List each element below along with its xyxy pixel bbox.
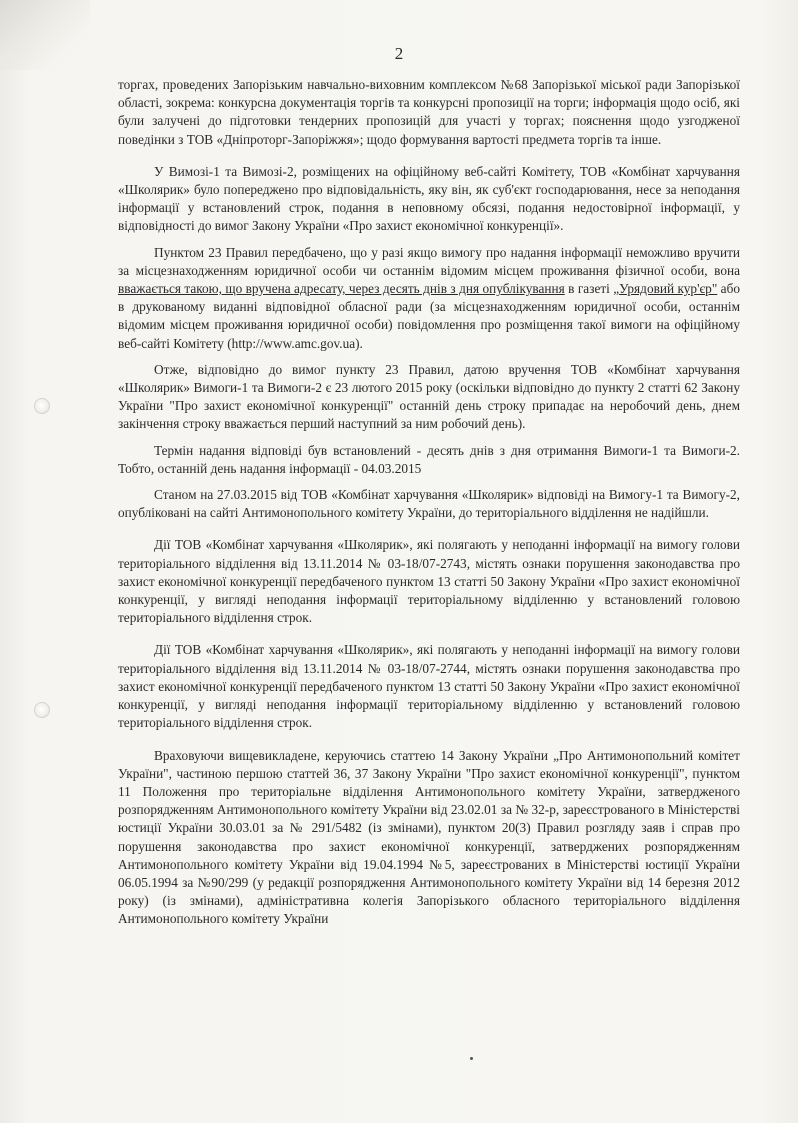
paragraph-delivery-date: Отже, відповідно до вимог пункту 23 Правил, датою вручення ТОВ «Комбінат харчування «Школярик» Вимоги-1 та Вимоги-2 є 23 лютого 2015 року (оскільки відповідно до пункту 2 статті 62 Закону України "Про захист економічної конкуренції" останній день строку припадає на неробочий день, днем закінчення строку вважається перший наступний за ним робочий день).	[118, 361, 740, 432]
paragraph-rule-23	[118, 244, 740, 353]
paragraph-violation-2743: Дії ТОВ «Комбінат харчування «Школярик», які полягають у неподанні інформації на вимогу голови територіального відділення від 13.11.2014 № 03-18/07-2743, містять ознаки порушення законодавства про захист економічної конкуренції передбаченого пунктом 13 статті 50 Закону України «Про захист економічної конкуренції, у вигляді неподання інформації територіальному відділенню у встановлений головою територіального відділення строк.	[118, 537, 740, 626]
paragraph-warning: У Вимозі-1 та Вимозі-2, розміщених на офіційному веб-сайті Комітету, ТОВ «Комбінат харчування «Школярик» було попереджено про відповідальність, яку він, як суб'єкт господарювання, несе за неподання інформації у встановлений строк, подання в неповному обсязі, подання недостовірної інформації, у відповідності до вимог Закону України «Про захист економічної конкуренції».	[118, 163, 740, 234]
rule-23-text-c: або в друкованому виданні відповідної обласної ради (за місцезнаходженням юридичної особи, останнім відомим місцем проживання юридичної особи) повідомлення про розміщення такої вимоги на офіційному веб-сайті Комітету (http://www.amc.gov.ua).	[118, 281, 740, 351]
paragraph-violation-2744: Дії ТОВ «Комбінат харчування «Школярик», які полягають у неподанні інформації на вимогу голови територіального відділення від 13.11.2014 № 03-18/07-2744, містять ознаки порушення законодавства про захист економічної конкуренції передбаченого пунктом 13 статті 50 Закону України «Про захист економічної конкуренції, у вигляді неподання інформації територіальному відділенню у встановлений головою територіального відділення строк.	[118, 642, 740, 731]
paragraph-no-response: Станом на 27.03.2015 від ТОВ «Комбінат харчування «Школярик» відповіді на Вимогу-1 та Вимогу-2, опубліковані на сайті Антимонопольного комітету України, до територіального відділення не надійшли.	[118, 487, 740, 521]
paragraph-resolution: Враховуючи вищевикладене, керуючись статтею 14 Закону України „Про Антимонопольний комітет України", частиною першою статтей 36, 37 Закону України "Про захист економічної конкуренції", пунктом 11 Положення про територіальне відділення Антимонопольного комітету України, затвердженого розпорядженням Антимонопольного комітету України від 23.02.01 за № 32-р, зареєстрованого в Міністерстві юстиції України 30.03.01 за № 291/5482 (із змінами), пунктом 20(3) Правил розгляду заяв і справ про порушення законодавства про захист економічної конкуренції, затверджених розпорядженням Антимонопольного комітету України від 19.04.1994 №5, зареєстрованих в Міністерстві юстиції України 06.05.1994 за №90/299 (у редакції розпорядження Антимонопольного комітету України від 14 березня 2012 року) (із змінами), адміністративна колегія Запорізького обласного територіального відділення Антимонопольного комітету України	[118, 747, 740, 927]
page-number: 2	[394, 44, 404, 63]
scan-speck	[470, 1057, 473, 1060]
punch-hole-upper	[34, 398, 50, 414]
rule-23-text-b: в газеті	[564, 281, 614, 297]
paragraph-deadline: Термін надання відповіді був встановлений - десять днів з дня отримання Вимоги-1 та Вимоги-2. Тобто, останній день надання інформації - 04.03.2015	[118, 442, 740, 476]
rule-23-underlined-newspaper: „Урядовий кур'єр"	[613, 281, 718, 297]
rule-23-text-a: Пунктом 23 Правил передбачено, що у разі якщо вимогу про надання інформації неможливо вручити за місцезнаходженням юридичної особи чи останнім відомим місцем проживання фізичної особи, вона	[118, 244, 740, 278]
document-body	[118, 76, 740, 929]
punch-hole-lower	[34, 702, 50, 718]
rule-23-underlined-delivery: вважається такою, що вручена адресату, через десять днів з дня опублікування	[118, 281, 565, 297]
paragraph-continuation: торгах, проведених Запорізьким навчально-виховним комплексом №68 Запорізької міської ради Запорізької області, зокрема: конкурсна документація торгів та конкурсні пропозиції на торги; інформація щодо осіб, які були залучені до підготовки тендерних пропозицій для участі у торгах; пояснення щодо узгодженої поведінки з ТОВ «Дніпроторг-Запоріжжя»; щодо формування вартості предмета торгів та інше.	[118, 77, 740, 147]
